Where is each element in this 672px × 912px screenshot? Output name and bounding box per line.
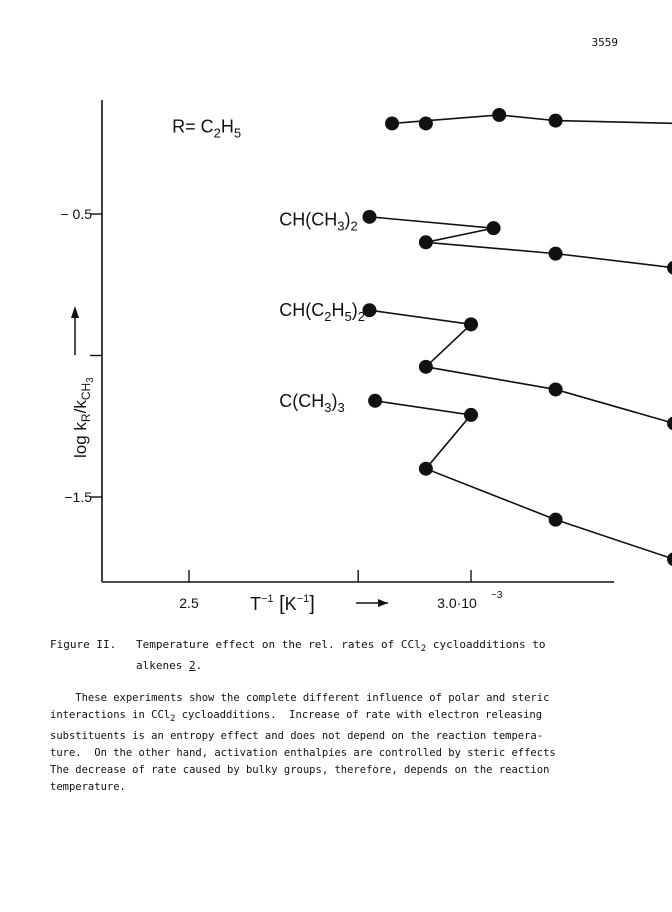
series-label: $C(CH_3)_3$ — [279, 390, 345, 415]
x-tick-label: 3.0·10 — [437, 595, 477, 611]
series-line — [392, 115, 672, 123]
data-point — [487, 221, 501, 235]
caption-line-2-end: . — [195, 659, 203, 673]
series-label: $CH(CH_3)_2$ — [279, 209, 358, 234]
data-point — [464, 408, 478, 422]
paragraph-subscript: 2 — [170, 714, 176, 725]
series-label: $R= C_2H_5$ — [172, 116, 242, 141]
y-axis-label: $\log k_R/k_{CH}3$ — [71, 377, 96, 458]
paragraph-line-text: interactions in CCl — [50, 709, 171, 721]
data-point — [549, 114, 563, 128]
data-point — [368, 394, 382, 408]
data-point — [549, 513, 563, 527]
x-axis-arrow-head — [378, 599, 388, 607]
data-point — [419, 462, 433, 476]
data-point — [492, 108, 506, 122]
caption-line-2: alkenes — [136, 659, 189, 673]
data-point — [667, 261, 672, 275]
data-point — [549, 247, 563, 261]
figure-caption — [50, 636, 650, 674]
caption-line-1: Temperature effect on the rel. rates of CCl — [136, 638, 421, 651]
paragraph-line: temperature. — [50, 781, 126, 794]
caption-subscript: 2 — [420, 643, 427, 655]
paragraph-line — [50, 707, 640, 728]
series-line — [375, 401, 672, 559]
data-point — [549, 382, 563, 396]
caption-line-1-end: cycloadditions to — [426, 638, 546, 651]
x-tick-exponent: −3 — [491, 590, 503, 601]
x-tick-label: 2.5 — [179, 595, 199, 611]
figure-label: Figure II. — [50, 638, 117, 651]
paragraph-line: These experiments show the complete different influence of polar and steric — [50, 692, 550, 704]
y-axis-arrow-head — [71, 306, 79, 318]
data-point — [419, 235, 433, 249]
paragraph-line: ture. On the other hand, activation enthalpies are controlled by steric effects — [50, 747, 556, 760]
data-point — [667, 416, 672, 430]
data-point — [419, 116, 433, 130]
caption-compound-ref: 2 — [188, 659, 196, 673]
series-line — [369, 217, 672, 268]
data-point — [667, 552, 672, 566]
data-point — [385, 116, 399, 130]
paragraph-line-text-end: cycloadditions. Increase of rate with electron releasing — [175, 709, 543, 721]
page-number: 3559 — [591, 36, 618, 49]
x-axis-label: $T^{-1}$ $[K^{-1}]$ — [250, 593, 315, 615]
paragraph-line: substituents is an entropy effect and does not depend on the reaction tempera- — [50, 730, 544, 743]
data-point — [464, 317, 478, 331]
data-point — [419, 360, 433, 374]
paragraph-line: The decrease of rate caused by bulky groups, therefore, depends on the reaction — [50, 764, 550, 777]
data-point — [362, 210, 376, 224]
y-tick-label: −1.5 — [64, 489, 92, 505]
body-paragraph — [50, 690, 640, 796]
series-label: $CH(C_2H_5)_2$ — [279, 300, 365, 325]
y-tick-label: − 0.5 — [60, 206, 92, 222]
